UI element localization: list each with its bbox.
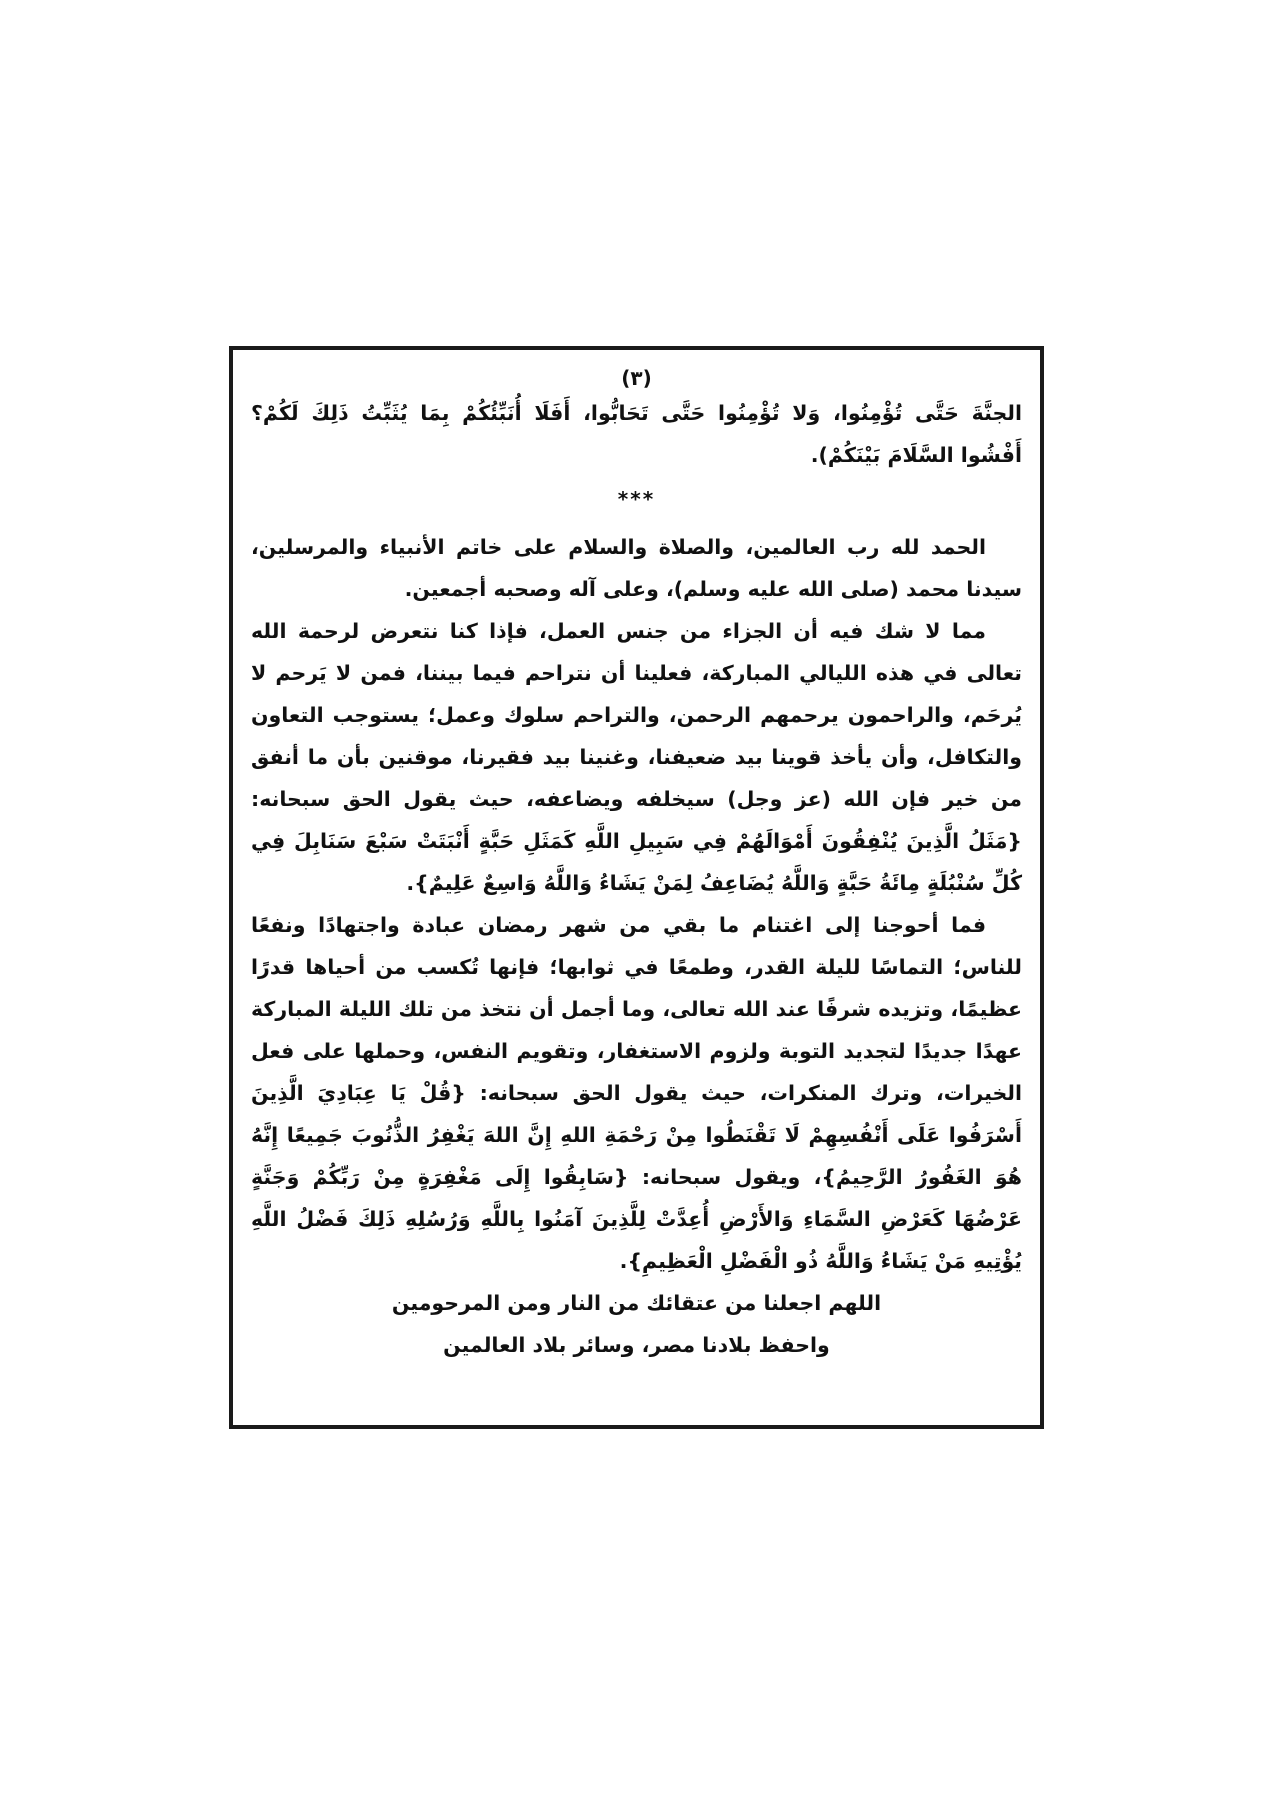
paragraph-opening: الحمد لله رب العالمين، والصلاة والسلام على خاتم الأنبياء والمرسلين، سيدنا محمد (صلى الله عليه وسلم)، وعلى آله وصحبه أجمعين. [251,535,1022,601]
closing-prayer-line-1: اللهم اجعلنا من عتقائك من النار ومن المرحومين [391,1291,882,1315]
closing-prayer-line-2: واحفظ بلادنا مصر، وسائر بلاد العالمين [443,1333,830,1357]
page-frame [229,346,1044,1429]
paragraph-mercy: مما لا شك فيه أن الجزاء من جنس العمل، فإذا كنا نتعرض لرحمة الله تعالى في هذه الليالي المباركة، فعلينا أن نتراحم فيما بيننا، فمن لا يَرحم لا يُرحَم، والراحمون يرحمهم الرحمن، والتراحم سلوك وعمل؛ يستوجب التعاون والتكافل، وأن يأخذ قوينا بيد ضعيفنا، وغنينا بيد فقيرنا، موقنين بأن ما أنفق من خير فإن الله (عز وجل) سيخلفه ويضاعفه، حيث يقول الحق سبحانه: {مَثَلُ الَّذِينَ يُنْفِقُونَ أَمْوَالَهُمْ فِي سَبِيلِ اللَّهِ كَمَثَلِ حَبَّةٍ أَنْبَتَتْ سَبْعَ سَنَابِلَ فِي كُلِّ سُنْبُلَةٍ مِائَةُ حَبَّةٍ وَاللَّهُ يُضَاعِفُ لِمَنْ يَشَاءُ وَاللَّهُ وَاسِعٌ عَلِيمٌ}. [251,619,1022,895]
paragraph-laylat-al-qadr: فما أحوجنا إلى اغتنام ما بقي من شهر رمضان عبادة واجتهادًا ونفعًا للناس؛ التماسًا لليلة القدر، وطمعًا في ثوابها؛ فإنها تُكسب من أحياها قدرًا عظيمًا، وتزيده شرفًا عند الله تعالى، وما أجمل أن نتخذ من تلك الليلة المباركة عهدًا جديدًا لتجديد التوبة ولزوم الاستغفار، وتقويم النفس، وحملها على فعل الخيرات، وترك المنكرات، حيث يقول الحق سبحانه: {قُلْ يَا عِبَادِيَ الَّذِينَ أَسْرَفُوا عَلَى أَنْفُسِهِمْ لَا تَقْنَطُوا مِنْ رَحْمَةِ اللهِ إِنَّ اللهَ يَغْفِرُ الذُّنُوبَ جَمِيعًا إِنَّهُ هُوَ الغَفُورُ الرَّحِيمُ}، ويقول سبحانه: {سَابِقُوا إِلَى مَغْفِرَةٍ مِنْ رَبِّكُمْ وَجَنَّةٍ عَرْضُهَا كَعَرْضِ السَّمَاءِ وَالأَرْضِ أُعِدَّتْ لِلَّذِينَ آمَنُوا بِاللَّهِ وَرُسُلِهِ ذَلِكَ فَضْلُ اللَّهِ يُؤْتِيهِ مَنْ يَشَاءُ وَاللَّهُ ذُو الْفَضْلِ الْعَظِيمِ}. [251,913,1022,1273]
hadith-continuation: الجنَّةَ حَتَّى تُؤْمِنُوا، وَلا تُؤْمِنُوا حَتَّى تَحَابُّوا، أَفَلَا أُنَبِّئُكُمْ بِمَا يُثَبِّتُ ذَلِكَ لَكُمْ؟ أَفْشُوا السَّلَامَ بَيْنَكُمْ). [251,401,1022,467]
page-number: (٣) [621,366,652,390]
section-separator: *** [617,487,656,511]
